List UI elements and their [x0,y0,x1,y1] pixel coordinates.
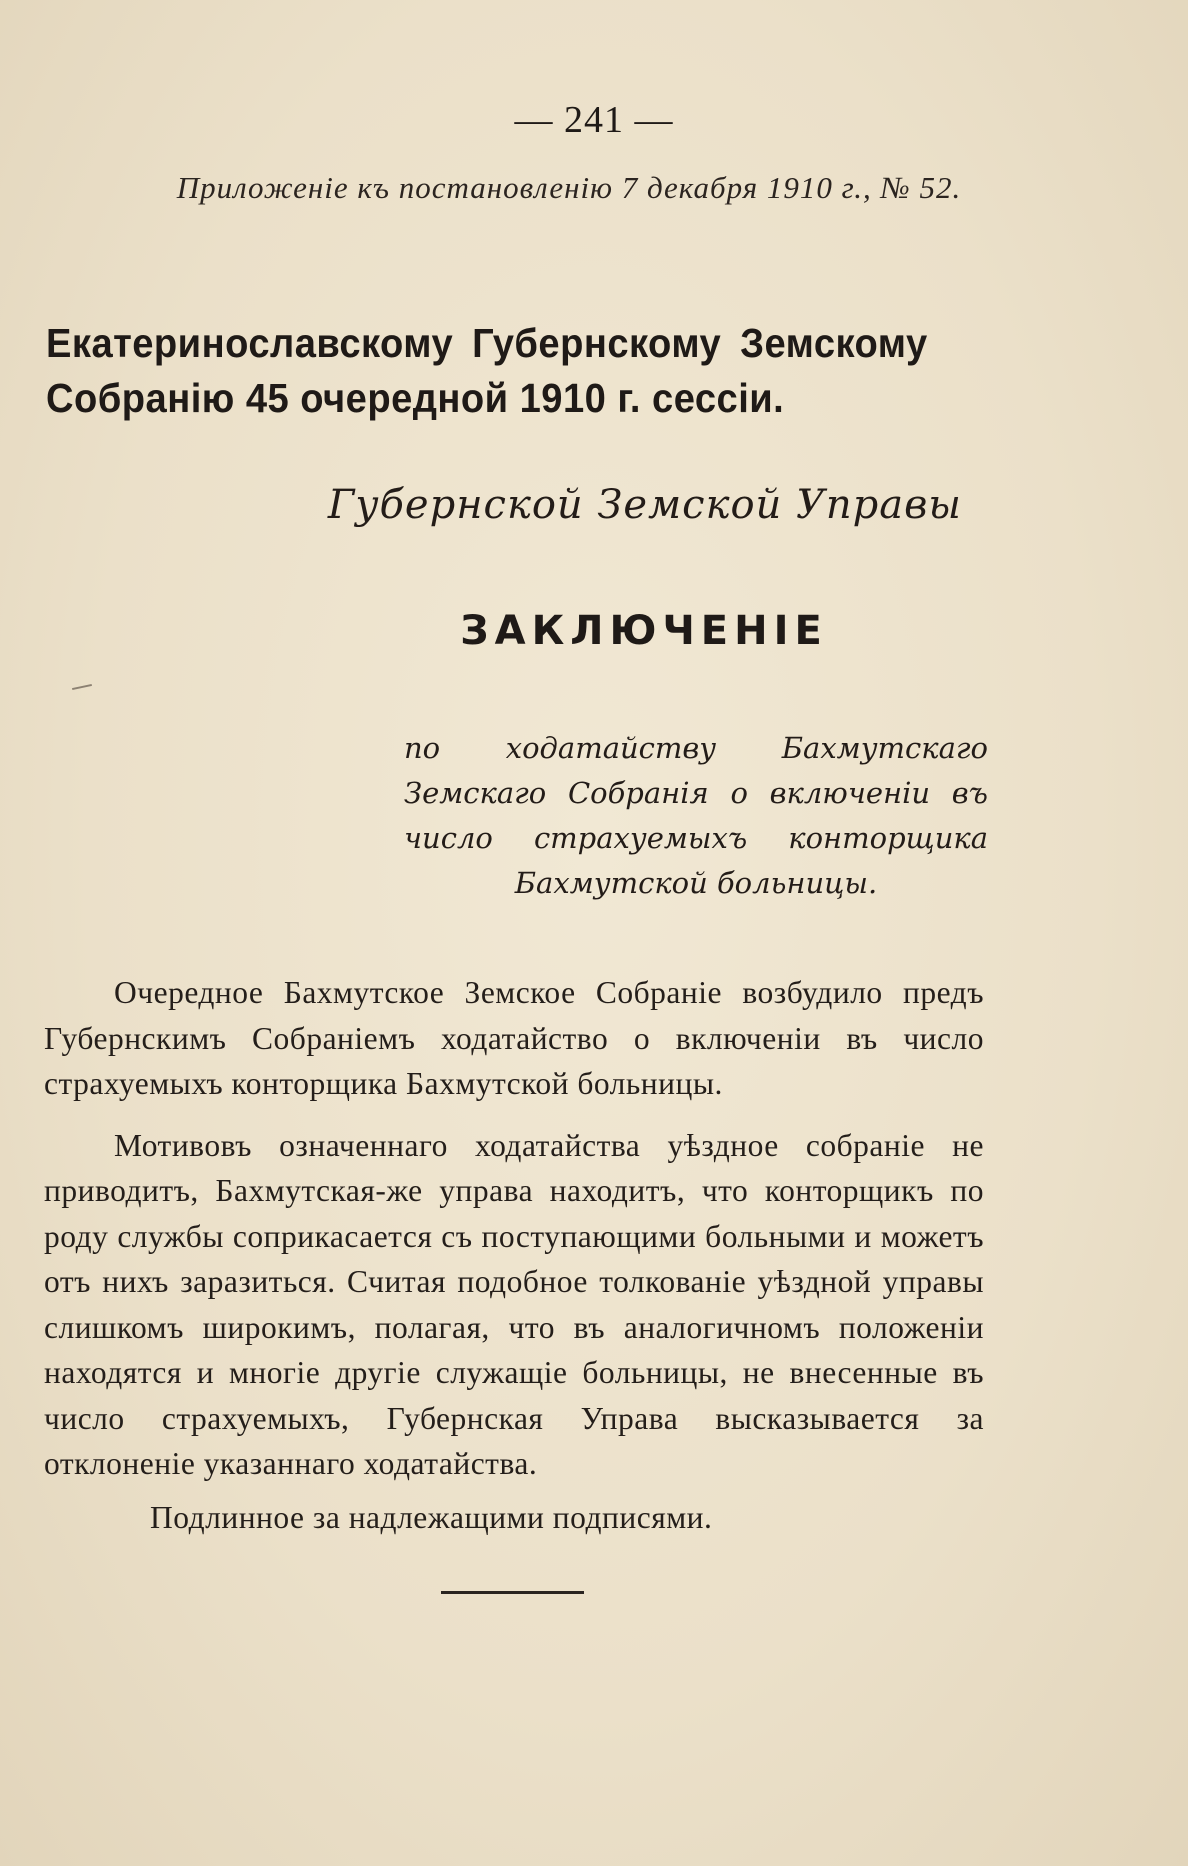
body-text [44,970,984,1503]
closing-rule [441,1591,584,1594]
closing-line: Подлинное за надлежащими подписями. [150,1500,713,1535]
margin-mark [72,684,92,690]
body-paragraph-2: Мотивовъ означеннаго ходатайства уѣздное собранiе не приводитъ, Бахмутская-же управа находитъ, что конторщикъ по роду службы соприкасается съ поступающими больными и можетъ отъ нихъ заразиться. Считая подобное толкованiе уѣздной управы слишкомъ широкимъ, полагая, что въ аналогичномъ положенiи находятся и многiе другiе служащiе больницы, не внесенные въ число страхуемыхъ, Губернская Управа высказывается за отклоненiе указаннаго ходатайства. [44,1127,984,1481]
appendix-line: Приложенiе къ постановленiю 7 декабря 1910 г., № 52. [176,170,962,205]
page-number: — 241 — [514,99,674,141]
issuer-line: Губернской Земской Управы [327,482,962,528]
body-paragraph-1: Очередное Бахмутское Земское Собранiе возбудило предъ Губернскимъ Собранiемъ ходатайство о включенiи въ число страхуемыхъ конторщика Бахмутской больницы. [44,975,984,1101]
section-heading: ЗАКЛЮЧЕНIЕ [460,608,828,654]
document-title: Екатеринославскому Губернскому Земскому Собранiю 45 очередной 1910 г. сессiи. [46,320,928,421]
subject-block: по ходатайству Бахмутскаго Земскаго Собранiя о включенiи въ число страхуемыхъ конторщика Бахмутской больницы. [404,731,988,900]
